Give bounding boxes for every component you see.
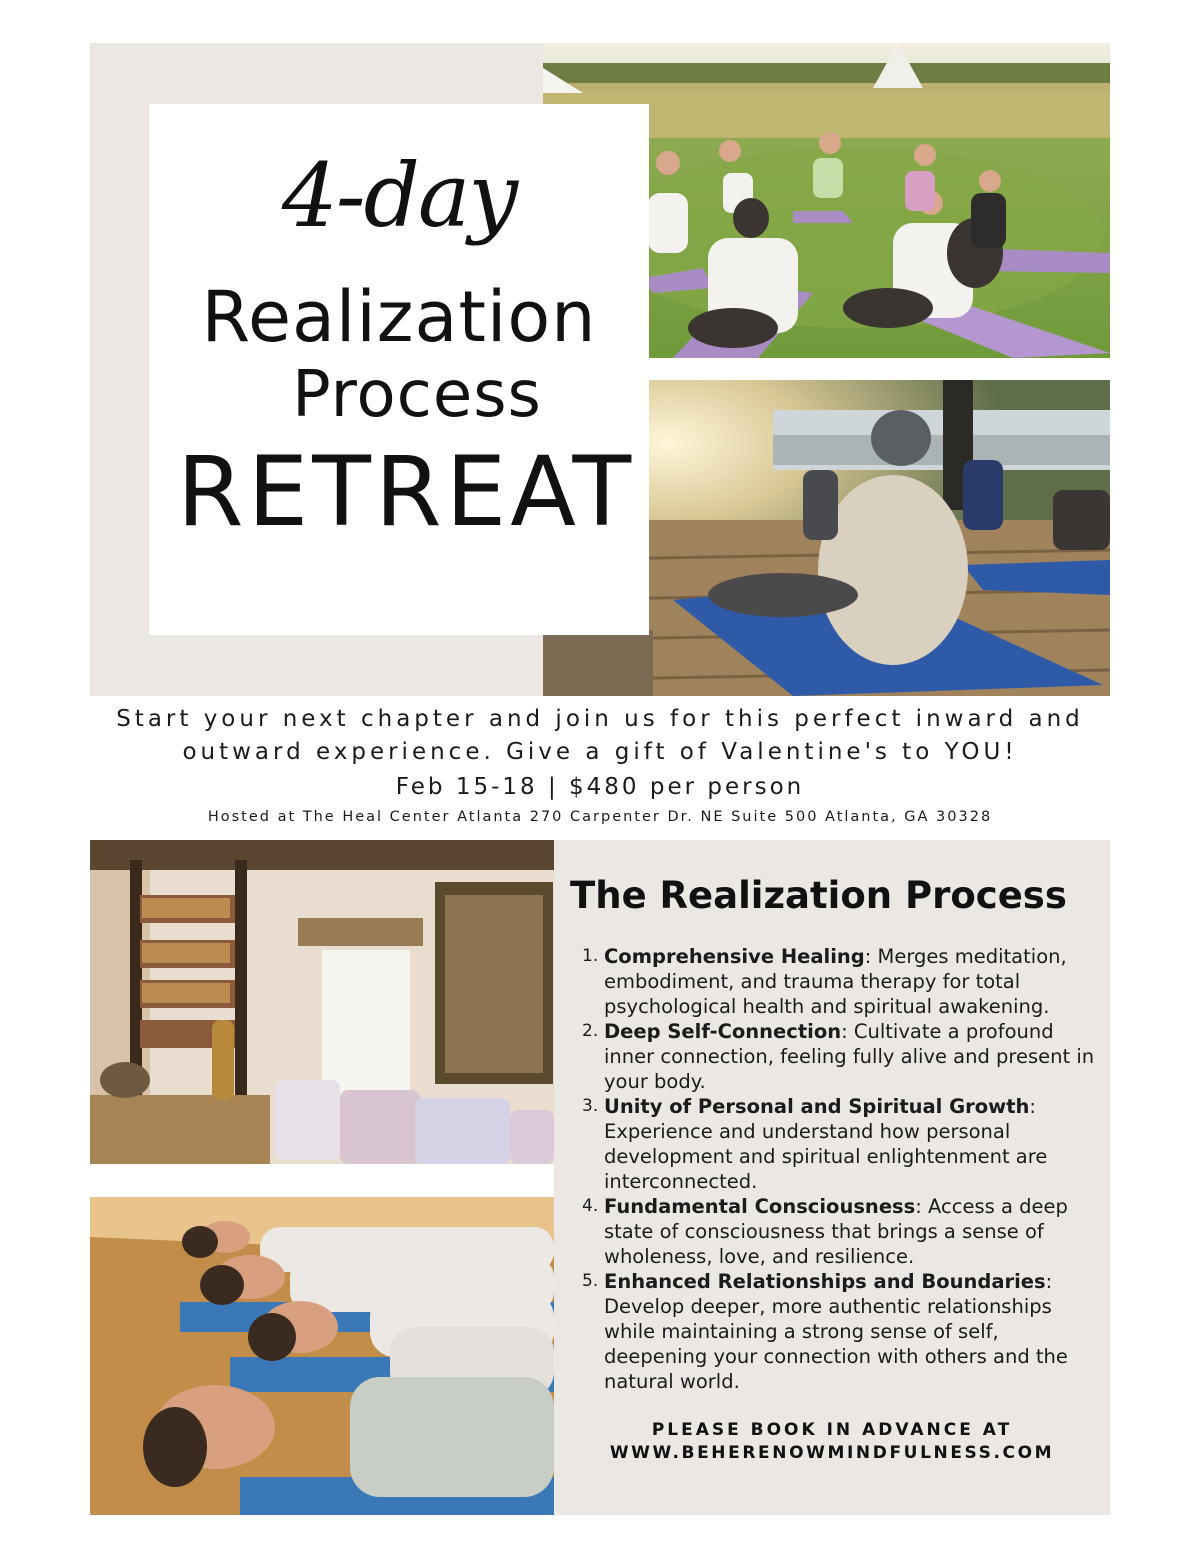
tagline-line-2: outward experience. Give a gift of Valentine's to YOU! [182, 739, 1018, 765]
hosted-location: Hosted at The Heal Center Atlanta 270 Carpenter Dr. NE Suite 500 Atlanta, GA 30328 [207, 809, 993, 825]
tagline-line-1: Start your next chapter and join us for this perfect inward and [116, 706, 1084, 732]
item-title: Unity of Personal and Spiritual Growth [604, 1095, 1030, 1118]
photo-meditation-room [90, 840, 554, 1164]
benefits-list [582, 944, 1097, 1394]
website-link[interactable]: WWW.BEHERENOWMINDFULNESS.COM [609, 1443, 1055, 1463]
list-item [582, 944, 1097, 1019]
item-text: : Experience and understand how personal development and spiritual enlightenment are interconnected. [604, 1095, 1048, 1193]
item-text: : Develop deeper, more authentic relationships while maintaining a strong sense of self, deepening your connection with others and the natural world. [604, 1270, 1068, 1393]
title-process: Process [292, 358, 542, 432]
booking-note: PLEASE BOOK IN ADVANCE AT [651, 1420, 1013, 1440]
title-realization: Realization [201, 276, 597, 358]
item-title: Enhanced Relationships and Boundaries [604, 1270, 1046, 1293]
item-text: : Access a deep state of consciousness that brings a sense of wholeness, love, and resilience. [604, 1195, 1068, 1268]
title-script-4-day: 4-day [281, 144, 517, 247]
list-number: 2. [582, 1021, 599, 1041]
title-card [149, 104, 649, 635]
photo-savasana-group [90, 1197, 554, 1515]
item-text: : Merges meditation, embodiment, and trauma therapy for total psychological health and spiritual awakening. [604, 945, 1067, 1018]
list-item [582, 1194, 1097, 1269]
list-item [582, 1019, 1097, 1094]
date-and-price: Feb 15-18 | $480 per person [395, 774, 805, 800]
list-item [582, 1094, 1097, 1194]
list-number: 3. [582, 1096, 599, 1116]
item-text: : Cultivate a profound inner connection, feeling fully alive and present in your body. [604, 1020, 1095, 1093]
list-number: 5. [582, 1271, 599, 1291]
list-number: 1. [582, 946, 599, 966]
title-retreat: RETREAT [176, 436, 636, 548]
item-title: Comprehensive Healing [604, 945, 865, 968]
item-title: Deep Self-Connection [604, 1020, 842, 1043]
item-title: Fundamental Consciousness [604, 1195, 916, 1218]
list-item [582, 1269, 1097, 1394]
realization-process-panel [554, 840, 1110, 1515]
list-number: 4. [582, 1196, 599, 1216]
section-heading: The Realization Process [570, 874, 1067, 917]
